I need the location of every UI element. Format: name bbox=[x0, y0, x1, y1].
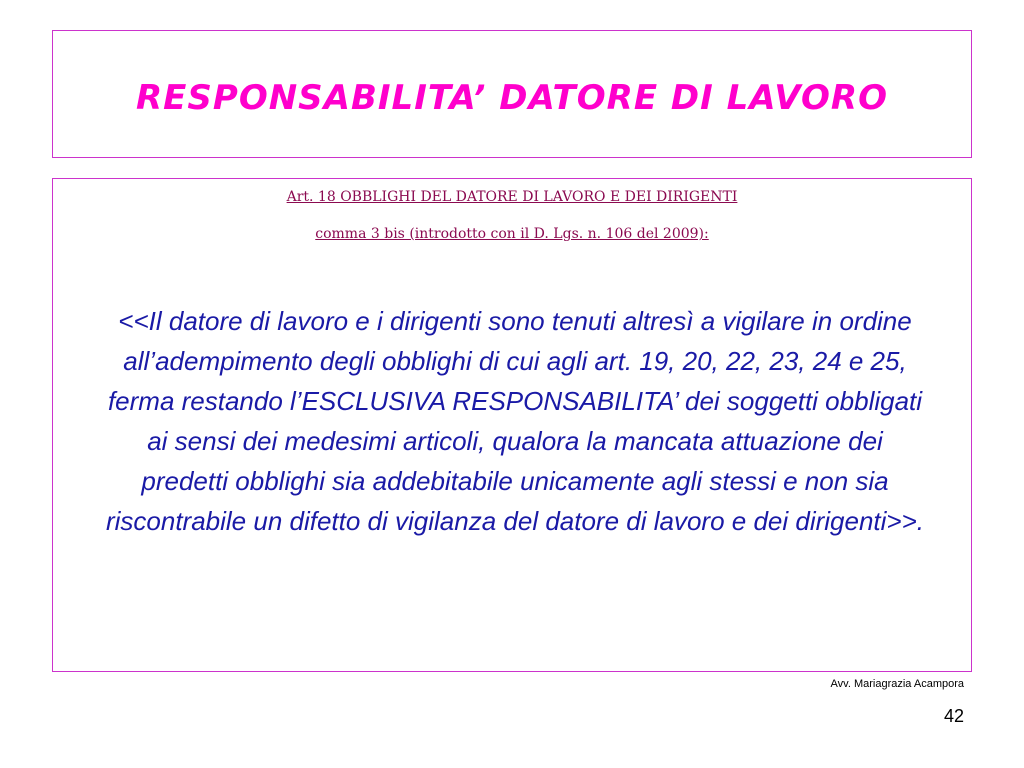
slide-title: RESPONSABILITA’ DATORE DI LAVORO bbox=[136, 78, 888, 118]
article-heading: Art. 18 OBBLIGHI DEL DATORE DI LAVORO E DEI DIRIGENTI bbox=[286, 189, 738, 205]
page-number: 42 bbox=[943, 706, 964, 726]
content-box bbox=[52, 178, 972, 672]
comma-heading: comma 3 bis (introdotto con il D. Lgs. n. 106 del 2009): bbox=[315, 226, 709, 242]
title-box bbox=[52, 30, 972, 158]
author-credit: Avv. Mariagrazia Acampora bbox=[830, 678, 964, 690]
law-quote: <<Il datore di lavoro e i dirigenti sono tenuti altresì a vigilare in ordine all’adempimento degli obblighi di cui agli art. 19, 20, 22, 23, 24 e 25, ferma restando l’ESCLUSIVA RESPONSABILITA’ dei soggetti obbligati ai sensi dei medesimi articoli, qualora la mancata attuazione dei predetti obblighi sia addebitabile unicamente agli stessi e non sia riscontrabile un difetto di vigilanza del datore di lavoro e dei dirigenti>>. bbox=[105, 306, 925, 536]
